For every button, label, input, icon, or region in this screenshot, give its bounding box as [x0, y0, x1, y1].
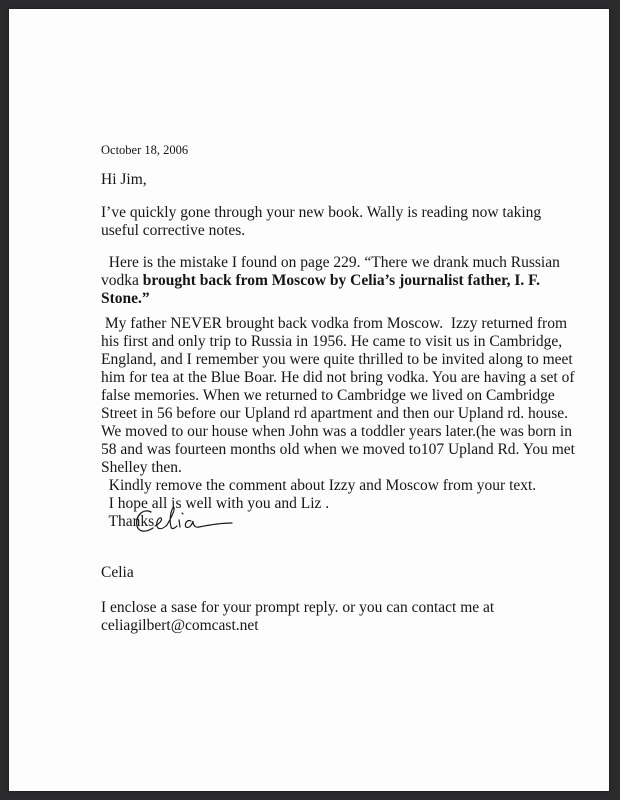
quote-plain-text: vodka: [101, 272, 143, 289]
paragraph-1-line-2: useful corrective notes.: [101, 222, 246, 239]
paragraph-4-line-2: I hope all is well with you and Liz .: [101, 495, 330, 512]
letter-date: October 18, 2006: [101, 143, 189, 157]
letter-page: [9, 9, 609, 791]
paragraph-3-line-9: Shelley then.: [101, 459, 182, 476]
handwritten-signature: [129, 502, 239, 542]
paragraph-3-line-4: him for tea at the Blue Boar. He did not bring vodka. You are having a set of: [101, 369, 575, 386]
quote-bold-end: Stone.”: [101, 290, 150, 307]
paragraph-2-line-3: [101, 290, 150, 308]
paragraph-3-line-1: My father NEVER brought back vodka from Moscow. Izzy returned from: [101, 315, 568, 332]
greeting: Hi Jim,: [101, 171, 147, 188]
postscript-line-1: I enclose a sase for your prompt reply. or you can contact me at: [101, 599, 495, 616]
quote-bold-text: brought back from Moscow by Celia’s journalist father, I. F.: [142, 272, 541, 289]
closing-name: Celia: [101, 564, 134, 581]
postscript-line-2: celiagilbert@comcast.net: [101, 617, 259, 634]
paragraph-2-line-1: Here is the mistake I found on page 229. “There we drank much Russian: [101, 254, 560, 271]
paragraph-4-line-1: Kindly remove the comment about Izzy and Moscow from your text.: [101, 477, 537, 494]
paragraph-3-line-2: his first and only trip to Russia in 1956. He came to visit us in Cambridge,: [101, 333, 563, 350]
paragraph-3-line-3: England, and I remember you were quite thrilled to be invited along to meet: [101, 351, 573, 368]
paragraph-3-line-8: 58 and was fourteen months old when we moved to107 Upland Rd. You met: [101, 441, 575, 458]
paragraph-3-line-7: We moved to our house when John was a toddler years later.(he was born in: [101, 423, 572, 440]
paragraph-2-line-2: [101, 272, 540, 290]
paragraph-3-line-5: false memories. When we returned to Cambridge we lived on Cambridge: [101, 387, 555, 404]
paragraph-4-line-3: Thanks: [101, 513, 155, 530]
paragraph-3-line-6: Street in 56 before our Upland rd apartment and then our Upland rd. house.: [101, 405, 569, 422]
paragraph-1-line-1: I’ve quickly gone through your new book. Wally is reading now taking: [101, 204, 542, 221]
